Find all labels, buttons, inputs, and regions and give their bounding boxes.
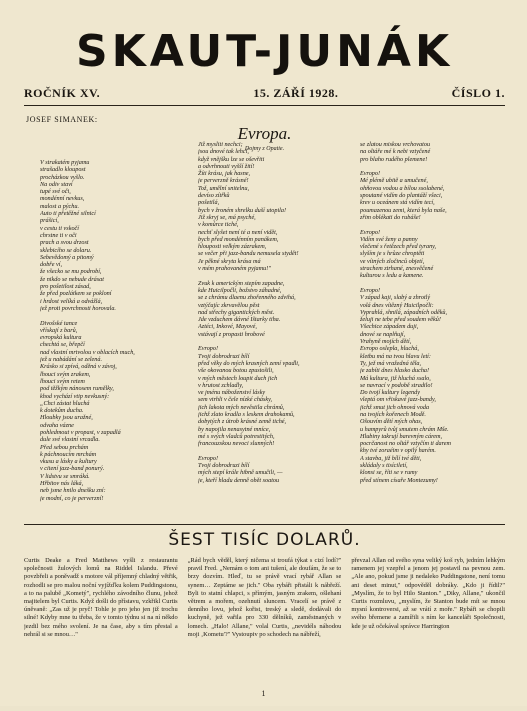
poem-section [24,115,505,525]
poem-subtitle: Dojmy z Opatie. [244,146,285,152]
masthead-title: SKAUT-JUNÁK [75,26,454,77]
story-column-1: Curtis Deake a Fred Matthews vyšli z restaurantu společnosti žulových lomů na Riddel Islandu. Převé povzbřeli a poněvadž s motore vál příjemný chladný větřik, rozhodli se pro malou noční vyjížďku kolem Puddingstonu, a to na palubě „Kometý", rychlého závodního člunu, jehož majitelem byl Curtis. Když došli do přístavu, vzkřikl Curtis úněvaně: „Zas už je pryč! Tohle je pro jeho jen již trochu silné! Kdyby mne tu třeba, že v tomto týdnu si na ní někdo jezdil bez mého svolení. Je na čase, aby s tím přestal a nehrál si se mnou…" [24,557,178,638]
page-number: 1 [261,689,266,698]
section-divider [24,524,505,525]
issue-date: 15. ZÁŘÍ 1928. [253,86,339,100]
issue-bar [24,86,505,106]
issue-number: ČÍSLO 1. [451,86,505,100]
poem-column-1: V strakatém pyjamu strašadlo kloupost procházkou vyšlo. Na odiv staví tupé své oči, mondénní nevkus, malost a pýchu. Auto ti přetěžné silnicí prášicí, v cestu ti vskočí chrstne ti v oči prach a svou drzost sklebicího se dolaru. Sebevědomý a pitomý dobře ví, že všecko se mu podrobí, že nikdo se nebude drásat pro pošetilost zásad, že před pozlátkem se pokloní i hrdost velíká a odvážlá, jež proti povrchnosti horovala. Divošské tance vřískají z barů, evropská kultura chechtá se, břepčí nad vlastní mrtvolou v oblacích much, jež u nabádání se zelená. Krásko si zpívá, oděná v závoj, lhouci svým zrakem, lhouci svým retem pod těžkým nánosem rumělky, khod vychází vtip nevkusný: „Chci zástat hluchá k dotekům ducha. Hloubky jsou uražné, odvaha vázne pohledmout v propast, v zapadlá dule své vlastní vrcadla. Před sebou prchám k páchnoucím mrchám vkusu a lásky a kultury v citení jazz-band ponurý. V lidstvu se smráká. Hřbitov nás láká, neb jsme hnilo dnešku zní: je modní, co je perverzní! [40,159,135,502]
poem-column-2: Již mysliti nechci; jsou dnové tak lehcí, když vnějšku lze se oševřiti a odvrhnouti vyšší žití! Žíti krásu, jak hasne, je perverzně krásné! Tož, umělní snitelnu, devíso zítřků pošetilá, bych v žroném shrelku duší utopila! Již skryj se, má psyché, v komůrce tiché, nechť slyšet není té a není vidět, bych před mondénním panákem, hlouposti velkým zázrakem, se večer při jazz-bandu nemusela stydět! Je pěkné skryta krása má v mém prahovaném pyjamu!" Zvuk k americkým stepím zapadne, kde Huicilpočli, božstvo záhadné, se z chrámu dlaenu zhořenného zdvihá, vztýčajíc zkrvavělou pěst nad střechy gigantických měst. Jde vzduchem dávné Ištarky tiha. Aztéci, Inkové, Mayové, vstávají z propasti hrobové Evropo! Tvoji dobrodruzi bílí před věky do mých krasných zemí vpadli, vše okovanou botou zpustošili, v mých městech loupit duch jich v hrutost zchladly, ve jménu náboženství lásky sem vtrhli v čele nízké chásky, jich lakota mých nevěstila chrámů, jichž zlato kradla s leskem drahokamů, dobytých z útrob krásné země tiché, by napojila nenasytné mníce, mé s svých vladců potrestitých, francouzskou nevoci slunných! Evropo! Tvoji dobrodruzi bílí mých stepí krále hibně umučili, — je, kteří hladu denně obět soatou [198,141,300,484]
story-column-3: převzal Allan od svého syna veliký koš ryb, jedním lehkým ramenem jej vzepřel a jenom jej postavil na pevnou zem. „Ale ano, pokud jsme ji nedaleko Puddingstone, není tomu ani deset minut," odpověděl dobráky. „Kdo ji řídil?" „Myslím, že to byl Hilo Stanton." „Diky, Allane," ukončil Curtis rozmluvu, „myslím, že Stanton bude mít se mnou mysní kontroversi, až se vrátí z moře." Rybáři se chopili svého břemene a zamířili s ním ke kanceláři Společnosti, kde je už očekával správce Harrington [351,557,506,630]
story-title: ŠEST TISÍC DOLARŮ. [168,530,361,550]
story-column-2: „Rád bych věděl, který ničema si troufá týkat s cizí lodí?" pravil Fred. „Nemám o tom ani tušení, ale doufám, že se to brzy dozvím. Hleď, tu se právě vrací rybář Allan se synem… Zeptáme se jich." Oba rybáři přistáli k nábřeží. Byli to statní chlapci, s přímým, jasným zrakem, ošlehaní větrem a mořem, ozehnutí sluncem. Vracelí se právě z denního lovu, jehož kořist, treský a sledě, dodávali do kuchyně, jež vařila pro 330 dělníků, zaměstnaných v lomech. „Halo! Allane," volal Curtis, „nevidéls náhodou moji ‚Kometu'?" Vystoupiv po schodech na nábřeží, [187,557,342,638]
story-columns [24,557,505,711]
poem-column-3: se zlatou miskou vrchovatou na oltáře mé k nebi vztyčené pro blaho rudého plemene! Evropo! Mé plémě ubitě a umučené, ohňovou vodou a bílou ssolabené, spoutané vidím do plantáží všeci, krev u oceánem stá vidím tecí, poumazenou zemi, která byla naše, zřim oblékati do rubáše! Evropo! Vidím své ženy a panny vlečené s řetězech před tyrany, slyším je s hrůze chroptěti ve vítných zločinců objetí, strachem ztrhané, znesvěčené kulturou s ledu a kamene. Evropo! V západ kaji, slabý a zhrotlý volá dnes vítězný Huicilpočli: Vyprahlá, shnilá, západních oděků, želuji ne tebe před soudem věků! Všechice západem duji, dnové se naplňují, Vrahyně mojích dětí, Evropo oslepla, hluchá, kletbu má na tvou hlavu letí: Ty, jež má vražedná těla, je zabíti dnes hlasko ducha! Má kultura, již hluchá ssalo, se navrací v podobě stradilo! Do tvojí kultury legendy vleptá om vřiskavé jazz-bandy, jichž smut jich ohnová voda na tvojích kořenech Modě. Ošouvím dětí mých ohas, u hampyrů tvůj smutem chrám Mše. Hlubiny takrují barevným cárem, pocrčanost no oltář vztyčím ti darem khy tvé zoraéim v opilý harém. A stavba, již bílí tvé děti, skládaly s tisíciletí, klonsi se, říti se v rumy před stínem císaře Montezumy! [360,141,452,484]
volume-label: ROČNÍK XV. [24,86,101,100]
poem-author: JOSEF SIMANEK: [26,115,98,124]
poem-title: Evropa. [237,124,292,143]
